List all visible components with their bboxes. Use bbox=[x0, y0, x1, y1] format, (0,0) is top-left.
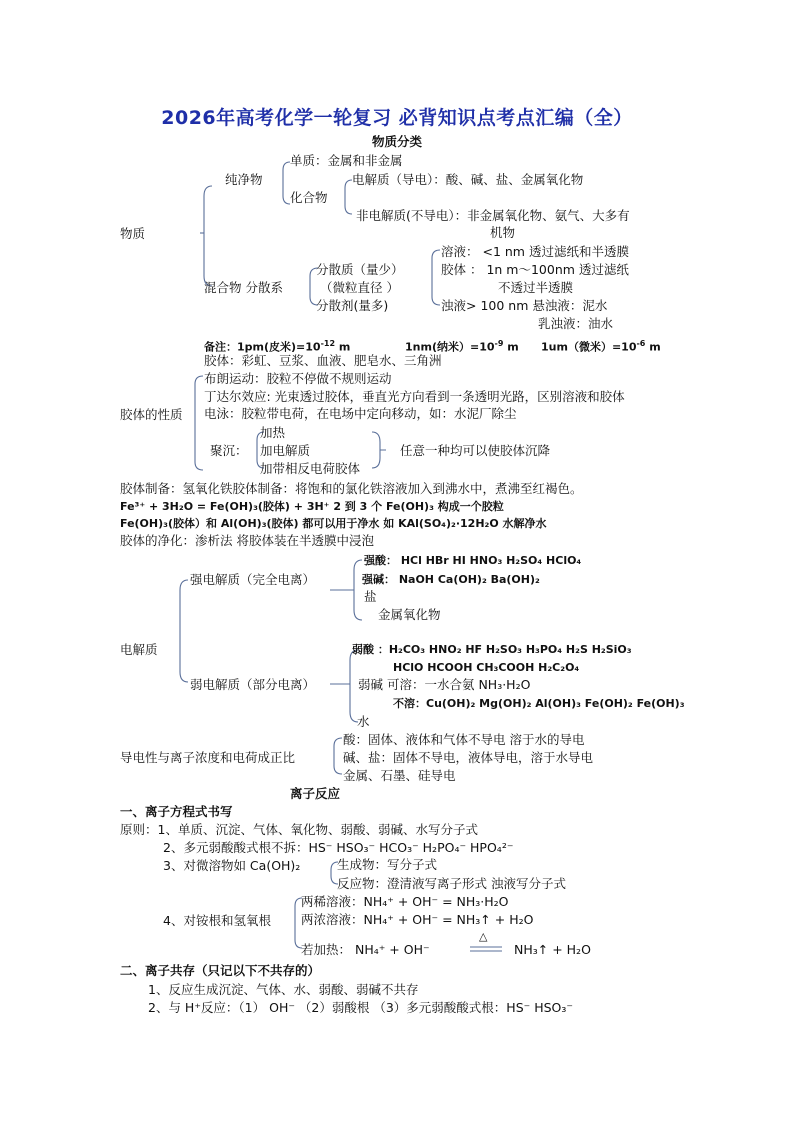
node-mixture: 混合物 分散系 bbox=[204, 280, 283, 295]
water-purification: Fe(OH)₃(胶体）和 Al(OH)₃(胶体) 都可以用于净水 如 KAl(SO₄)₂·12H₂O 水解净水 bbox=[120, 517, 547, 530]
principle-1: 原则：1、单质、沉淀、气体、氧化物、弱酸、弱碱、水写分子式 bbox=[120, 822, 478, 837]
node-particle-size: （微粒直径 ） bbox=[320, 280, 399, 295]
note-nanometer: 1nm(纳米）$=10^{-9}$ m bbox=[405, 339, 519, 354]
strong-electrolyte: 强电解质（完全电离） bbox=[190, 572, 316, 587]
colloid-properties-label: 胶体的性质 bbox=[120, 407, 183, 422]
concentrated-ammonium-hydroxide: 两浓溶液：NH₄⁺ + OH⁻ = NH₃↑ + H₂O bbox=[301, 912, 534, 927]
note-micrometer: 1um（微米）$=10^{-6}$ m bbox=[541, 339, 661, 354]
node-electrolyte: 电解质（导电）：酸、碱、盐、金属氧化物 bbox=[352, 172, 584, 187]
node-element: 单质：金属和非金属 bbox=[290, 153, 403, 168]
coagulation-label: 聚沉： bbox=[210, 443, 248, 458]
coagulation-electrolyte: 加电解质 bbox=[260, 443, 311, 458]
tyndall-effect: 丁达尔效应: 光束透过胶体，垂直光方向看到一条透明光路，区别溶液和胶体 bbox=[204, 389, 625, 404]
principle-2: 2、多元弱酸酸式根不拆：HS⁻ HSO₃⁻ HCO₃⁻ H₂PO₄⁻ HPO₄²⁻ bbox=[163, 840, 514, 855]
weak-acids: 弱酸 ：H₂CO₃ HNO₂ HF H₂SO₃ H₃PO₄ H₂S H₂SiO₃ bbox=[352, 643, 632, 656]
weak-acids-cont: HClO HCOOH CH₃COOH H₂C₂O₄ bbox=[393, 661, 580, 674]
node-emulsion: 乳浊液：油水 bbox=[538, 316, 614, 331]
conductivity-label: 导电性与离子浓度和电荷成正比 bbox=[120, 750, 296, 765]
colloid-purification: 胶体的净化：渗析法 将胶体装在半透膜中浸泡 bbox=[120, 533, 374, 548]
section-heading-ionic-reactions: 离子反应 bbox=[290, 786, 341, 801]
subheading-ionic-equations: 一、离子方程式书写 bbox=[120, 804, 233, 819]
node-compound: 化合物 bbox=[290, 190, 328, 205]
node-colloid-cont: 不透过半透膜 bbox=[498, 280, 574, 295]
node-dispersion-medium: 分散剂(量多) bbox=[316, 298, 389, 313]
equation-ferric-hydroxide: Fe³⁺ + 3H₂O = Fe(OH)₃(胶体) + 3H⁺ 2 到 3 个 Fe(OH)₃ 构成一个胶粒 bbox=[120, 500, 504, 513]
principle-3-reactant: 反应物：澄清液写离子形式 浊液写分子式 bbox=[337, 876, 566, 891]
node-dispersed-phase: 分散质（量少） bbox=[316, 262, 404, 277]
conductivity-metals: 金属、石墨、硅导电 bbox=[343, 768, 456, 783]
coagulation-result: 任意一种均可以使胶体沉降 bbox=[400, 443, 551, 458]
conductivity-bases-salts: 碱、盐：固体不导电，液体导电，溶于水导电 bbox=[343, 750, 594, 765]
tree-root-matter: 物质 bbox=[120, 226, 146, 241]
weak-bases: 弱碱 可溶：一水合氨 NH₃·H₂O bbox=[358, 677, 531, 692]
brownian-motion: 布朗运动：胶粒不停做不规则运动 bbox=[204, 371, 392, 386]
dilute-ammonium-hydroxide: 两稀溶液：NH₄⁺ + OH⁻ = NH₃·H₂O bbox=[301, 894, 509, 909]
strong-bases: 强碱： NaOH Ca(OH)₂ Ba(OH)₂ bbox=[362, 573, 540, 586]
node-nonelectrolyte: 非电解质(不导电）：非金属氧化物、氨气、大多有 bbox=[356, 208, 630, 223]
electrophoresis: 电泳：胶粒带电荷，在电场中定向移动，如：水泥厂除尘 bbox=[204, 406, 517, 421]
metal-oxides: 金属氧化物 bbox=[378, 607, 441, 622]
water: 水 bbox=[357, 714, 370, 729]
salt: 盐 bbox=[364, 589, 377, 604]
principle-3-product: 生成物：写分子式 bbox=[337, 857, 438, 872]
node-turbid-liquid: 浊液> 100 nm 悬浊液：泥水 bbox=[441, 298, 608, 313]
page-title: 2026年高考化学一轮复习 必背知识点考点汇编（全） bbox=[161, 107, 633, 129]
coexistence-rule-2: 2、与 H⁺反应：（1） OH⁻ （2）弱酸根 （3）多元弱酸酸式根：HS⁻ HSO₃⁻ bbox=[148, 1000, 573, 1015]
strong-acids: 强酸： HCl HBr HI HNO₃ H₂SO₄ HClO₄ bbox=[364, 554, 582, 567]
node-solution: 溶液： <1 nm 透过滤纸和半透膜 bbox=[441, 244, 629, 259]
node-pure-substance: 纯净物 bbox=[225, 172, 263, 187]
heated-ammonium-products: NH₃↑ + H₂O bbox=[514, 942, 591, 957]
note-picometer: 备注：1pm(皮米)$=10^{-12}$ m bbox=[204, 339, 351, 354]
conductivity-acids: 酸：固体、液体和气体不导电 溶于水的导电 bbox=[343, 732, 585, 747]
coexistence-rule-1: 1、反应生成沉淀、气体、水、弱酸、弱碱不共存 bbox=[148, 982, 419, 997]
principle-4: 4、对铵根和氢氧根 bbox=[163, 913, 271, 928]
principle-3: 3、对微溶物如 Ca(OH)₂ bbox=[163, 858, 301, 873]
colloid-examples: 胶体：彩虹、豆浆、血液、肥皂水、三角洲 bbox=[204, 353, 442, 368]
section-heading-classification: 物质分类 bbox=[372, 134, 423, 149]
heated-ammonium-hydroxide: 若加热： NH₄⁺ + OH⁻ bbox=[301, 942, 430, 957]
node-nonelectrolyte-cont: 机物 bbox=[490, 225, 516, 240]
node-colloid: 胶体 ： 1n m～100nm 透过滤纸 bbox=[441, 262, 629, 277]
insoluble-bases: 不溶：Cu(OH)₂ Mg(OH)₂ Al(OH)₃ Fe(OH)₂ Fe(OH)₃ bbox=[393, 697, 685, 710]
electrolyte-root: 电解质 bbox=[120, 642, 158, 657]
weak-electrolyte: 弱电解质（部分电离） bbox=[190, 677, 316, 692]
coagulation-heat: 加热 bbox=[260, 425, 286, 440]
coagulation-opposite-charge: 加带相反电荷胶体 bbox=[260, 461, 361, 476]
heat-symbol: △ bbox=[479, 930, 488, 943]
colloid-preparation: 胶体制备：氢氧化铁胶体制备：将饱和的氯化铁溶液加入到沸水中，煮沸至红褐色。 bbox=[120, 481, 583, 496]
subheading-ion-coexistence: 二、离子共存（只记以下不共存的） bbox=[120, 963, 321, 978]
